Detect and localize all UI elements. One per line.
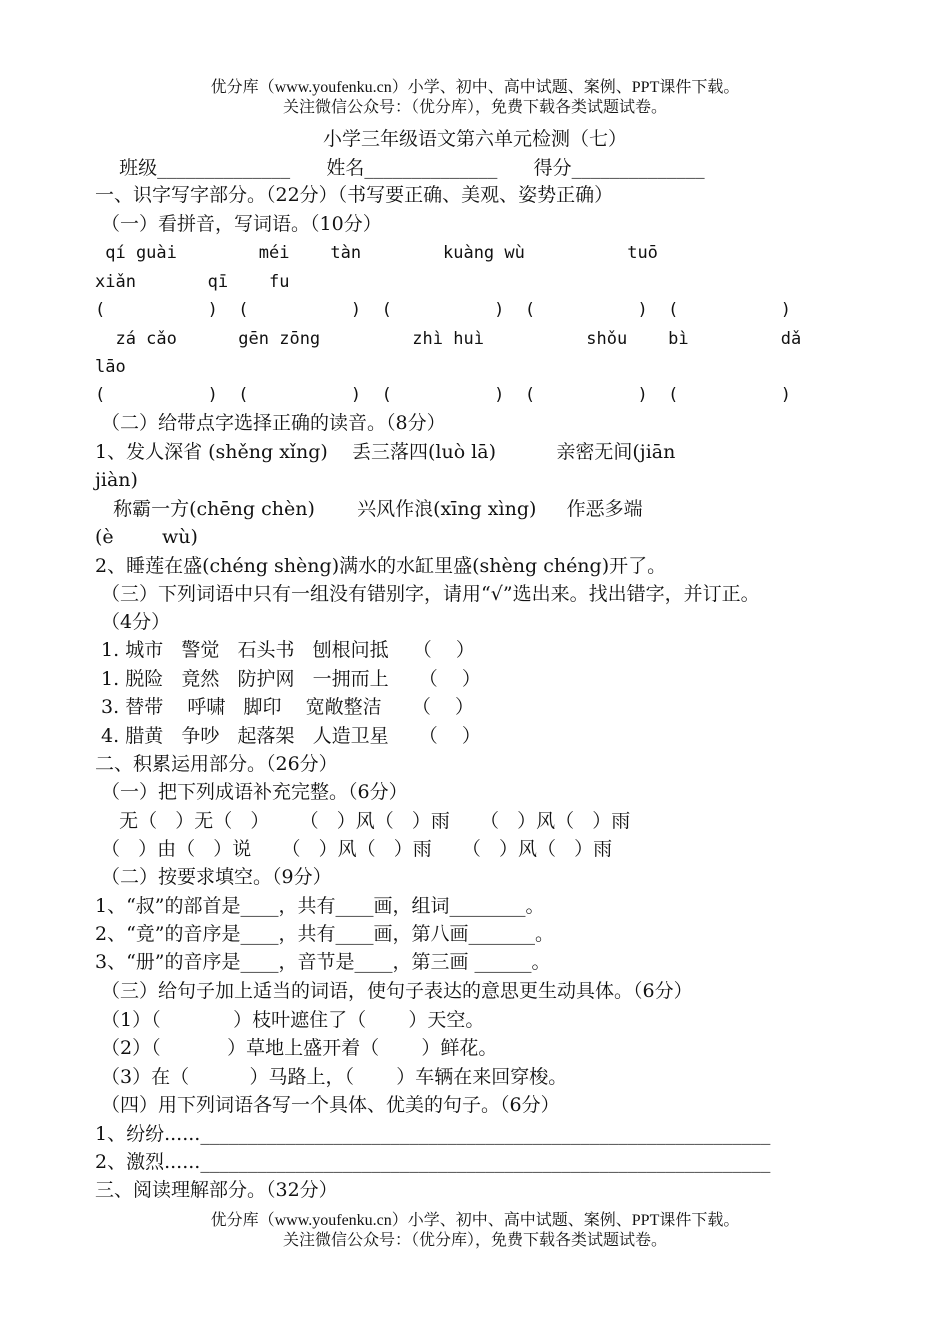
section-2-3-heading: （三）给句子加上适当的词语，使句子表达的意思更生动具体。（6分）: [95, 980, 693, 1002]
section-1-3-points: （4分）: [95, 611, 171, 633]
question-2-1c: 称霸一方(chēng chèn) 兴风作浪(xīng xìng) 作恶多端: [95, 498, 643, 520]
question-2-1a: 1、发人深省 (shěng xǐng) 丢三落四(luò lā) 亲密无间(jiān: [95, 441, 676, 463]
fill-line-2: 2、“竟”的音序是____，共有____画，第八画_______。: [95, 923, 555, 945]
pinyin-row-2a: zá cǎo gēn zōng zhì huì shǒu bì dǎ: [95, 329, 802, 349]
section-1-heading: 一、识字写字部分。（22分）（书写要正确、美观、姿势正确）: [95, 184, 614, 206]
pinyin-row-1b: xiǎn qī fu: [95, 272, 290, 292]
fill-line-1: 1、“叔”的部首是____，共有____画，组词________。: [95, 895, 545, 917]
fill-line-3: 3、“册”的音序是____，音节是____，第三画 ______。: [95, 951, 551, 973]
pinyin-row-1a: qí guài méi tàn kuàng wù tuō: [95, 243, 658, 263]
answer-brackets-1: ( ) ( ) ( ) ( ) ( ): [95, 300, 791, 320]
section-1-2-heading: （二）给带点字选择正确的读音。（8分）: [95, 412, 446, 434]
word-group-3: 3. 替带 呼啸 脚印 宽敞整洁 （ ）: [95, 696, 474, 718]
header-line-2: 关注微信公众号：（优分库），免费下载各类试题试卷。: [282, 99, 667, 116]
footer-line-2: 关注微信公众号：（优分库），免费下载各类试题试卷。: [282, 1232, 667, 1249]
sentence-line-1: 1、纷纷......____________________________________________________________: [95, 1123, 771, 1145]
info-line: 班级______________ 姓名______________ 得分______________: [95, 157, 705, 179]
section-1-1-heading: （一）看拼音，写词语。（10分）: [95, 213, 382, 235]
question-2-1b: jiàn): [95, 469, 138, 491]
pinyin-row-2b: lāo: [95, 357, 126, 377]
section-3-heading: 三、阅读理解部分。（32分）: [95, 1179, 338, 1201]
header-line-1: 优分库（www.youfenku.cn）小学、初中、高中试题、案例、PPT课件下载。: [210, 79, 740, 96]
section-2-heading: 二、积累运用部分。（26分）: [95, 753, 338, 775]
page-title: 小学三年级语文第六单元检测（七）: [322, 128, 627, 150]
question-2-1d: (è wù): [95, 526, 198, 548]
section-1-3-heading: （三）下列词语中只有一组没有错别字，请用“√”选出来。找出错字，并订正。: [95, 583, 760, 605]
answer-brackets-2: ( ) ( ) ( ) ( ) ( ): [95, 385, 791, 405]
expand-sentence-2: （2）（ ）草地上盛开着（ ）鲜花。: [95, 1037, 498, 1059]
word-group-1: 1. 城市 警觉 石头书 刨根问抵 （ ）: [95, 639, 475, 661]
idiom-row-1: 无（ ）无（ ） （ ）风（ ）雨 （ ）风（ ）雨: [95, 810, 631, 832]
word-group-4: 4. 腊黄 争吵 起落架 人造卫星 （ ）: [95, 725, 481, 747]
section-2-4-heading: （四）用下列词语各写一个具体、优美的句子。（6分）: [95, 1094, 560, 1116]
question-2-2: 2、睡莲在盛(chéng shèng)满水的水缸里盛(shèng chéng)开了。: [95, 555, 667, 577]
section-2-1-heading: （一）把下列成语补充完整。（6分）: [95, 781, 408, 803]
idiom-row-2: （ ）由（ ）说 （ ）风（ ）雨 （ ）风（ ）雨: [95, 838, 613, 860]
expand-sentence-1: （1）（ ）枝叶遮住了（ ）天空。: [95, 1009, 485, 1031]
word-group-2: 1. 脱险 竟然 防护网 一拥而上 （ ）: [95, 668, 481, 690]
section-2-2-heading: （二）按要求填空。（9分）: [95, 866, 332, 888]
sentence-line-2: 2、激烈......____________________________________________________________: [95, 1151, 771, 1173]
expand-sentence-3: （3）在（ ）马路上，（ ）车辆在来回穿梭。: [95, 1066, 568, 1088]
footer-line-1: 优分库（www.youfenku.cn）小学、初中、高中试题、案例、PPT课件下载。: [210, 1212, 740, 1229]
